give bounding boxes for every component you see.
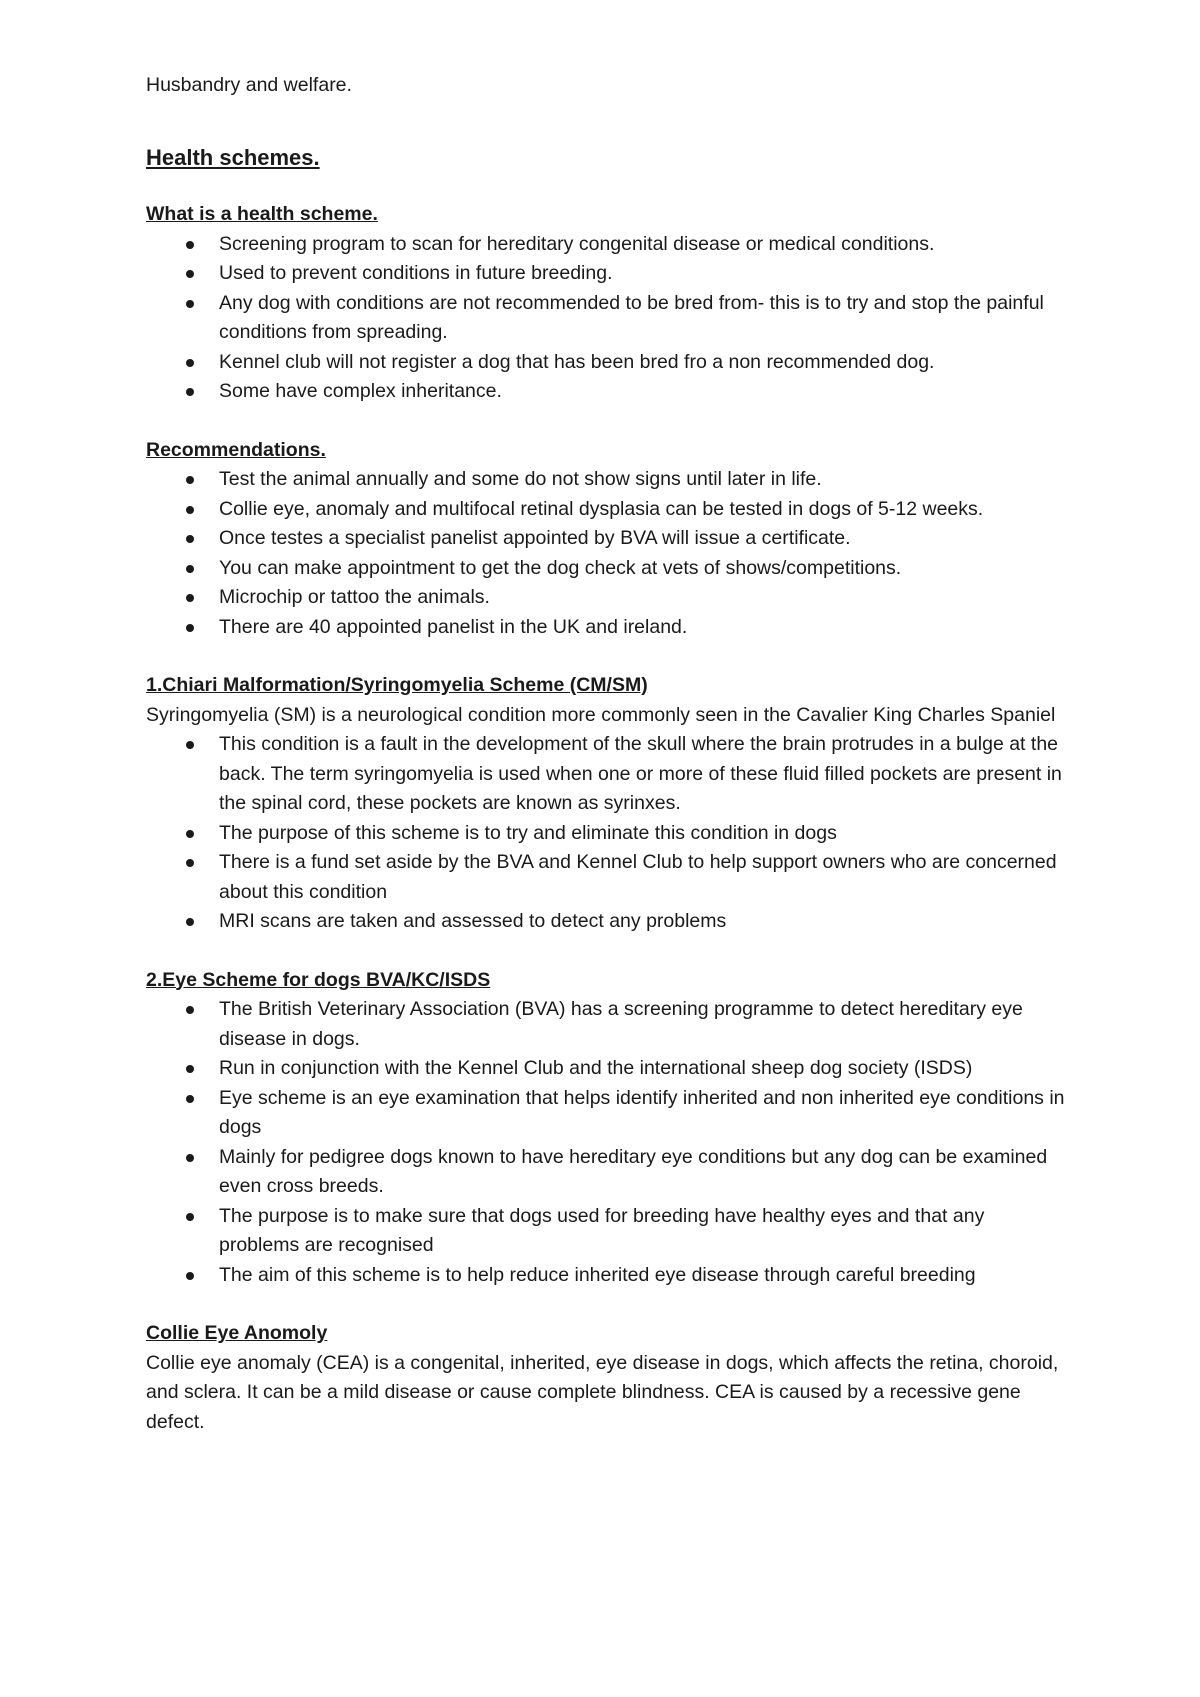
list-item: Mainly for pedigree dogs known to have hereditary eye conditions but any dog can be examined even cross breeds.	[219, 1143, 1066, 1202]
section-heading: 2.Eye Scheme for dogs BVA/KC/ISDS	[146, 968, 491, 991]
bullet-list	[146, 230, 1066, 407]
bullet-icon	[186, 594, 194, 602]
section-heading: Collie Eye Anomoly	[146, 1322, 328, 1344]
bullet-icon	[186, 859, 194, 867]
bullet-icon	[186, 241, 194, 249]
list-item: Screening program to scan for hereditary congenital disease or medical conditions.	[219, 230, 1066, 260]
bullet-icon	[186, 1095, 194, 1103]
section-paragraph: Syringomyelia (SM) is a neurological condition more commonly seen in the Cavalier King Charles Spaniel	[146, 703, 1056, 726]
section-heading: 1.Chiari Malformation/Syringomyelia Scheme (CM/SM)	[146, 674, 648, 696]
bullet-list	[146, 995, 1066, 1290]
list-item: There is a fund set aside by the BVA and Kennel Club to help support owners who are concerned about this condition	[219, 848, 1066, 907]
bullet-icon	[186, 506, 194, 514]
list-item: Any dog with conditions are not recommended to be bred from- this is to try and stop the painful conditions from spreading.	[219, 289, 1066, 348]
list-item: The purpose of this scheme is to try and eliminate this condition in dogs	[219, 819, 1066, 849]
list-item: Microchip or tattoo the animals.	[219, 583, 1066, 613]
section-chiari-malformation	[146, 671, 1066, 937]
bullet-icon	[186, 1272, 194, 1280]
section-paragraph: Collie eye anomaly (CEA) is a congenital, inherited, eye disease in dogs, which affects the retina, choroid, and sclera. It can be a mild disease or cause complete blindness. CEA is caused by a recessive gene defect.	[146, 1351, 1059, 1433]
page-title: Health schemes.	[146, 145, 320, 170]
bullet-icon	[186, 535, 194, 543]
list-item: Collie eye, anomaly and multifocal retinal dysplasia can be tested in dogs of 5-12 weeks.	[219, 495, 1066, 525]
section-collie-eye-anomaly	[146, 1319, 1066, 1437]
list-item: Run in conjunction with the Kennel Club and the international sheep dog society (ISDS)	[219, 1054, 1066, 1084]
bullet-icon	[186, 1006, 194, 1014]
list-item: Some have complex inheritance.	[219, 377, 1066, 407]
bullet-icon	[186, 1213, 194, 1221]
list-item: Eye scheme is an eye examination that helps identify inherited and non inherited eye conditions in dogs	[219, 1084, 1066, 1143]
bullet-icon	[186, 270, 194, 278]
bullet-icon	[186, 741, 194, 749]
section-heading: What is a health scheme.	[146, 203, 378, 225]
bullet-icon	[186, 918, 194, 926]
bullet-list	[146, 465, 1066, 642]
list-item: The aim of this scheme is to help reduce inherited eye disease through careful breeding	[219, 1261, 1066, 1291]
bullet-icon	[186, 624, 194, 632]
bullet-icon	[186, 565, 194, 573]
section-recommendations	[146, 436, 1066, 643]
bullet-list	[146, 730, 1066, 937]
list-item: Once testes a specialist panelist appointed by BVA will issue a certificate.	[219, 524, 1066, 554]
bullet-icon	[186, 359, 194, 367]
list-item: This condition is a fault in the development of the skull where the brain protrudes in a bulge at the back. The term syringomyelia is used when one or more of these fluid filled pockets are present in the spinal cord, these pockets are known as syrinxes.	[219, 730, 1066, 819]
bullet-icon	[186, 830, 194, 838]
bullet-icon	[186, 300, 194, 308]
bullet-icon	[186, 476, 194, 484]
list-item: Kennel club will not register a dog that has been bred fro a non recommended dog.	[219, 348, 1066, 378]
section-eye-scheme	[146, 966, 1066, 1291]
section-what-is-health-scheme	[146, 200, 1066, 407]
list-item: You can make appointment to get the dog check at vets of shows/competitions.	[219, 554, 1066, 584]
list-item: Used to prevent conditions in future breeding.	[219, 259, 1066, 289]
list-item: MRI scans are taken and assessed to detect any problems	[219, 907, 1066, 937]
bullet-icon	[186, 388, 194, 396]
document-header: Husbandry and welfare.	[146, 74, 352, 96]
list-item: The purpose is to make sure that dogs used for breeding have healthy eyes and that any problems are recognised	[219, 1202, 1066, 1261]
list-item: There are 40 appointed panelist in the UK and ireland.	[219, 613, 1066, 643]
document-content	[146, 144, 1066, 1437]
list-item: Test the animal annually and some do not show signs until later in life.	[219, 465, 1066, 495]
bullet-icon	[186, 1065, 194, 1073]
section-heading: Recommendations.	[146, 438, 326, 461]
list-item: The British Veterinary Association (BVA) has a screening programme to detect hereditary eye disease in dogs.	[219, 995, 1066, 1054]
bullet-icon	[186, 1154, 194, 1162]
